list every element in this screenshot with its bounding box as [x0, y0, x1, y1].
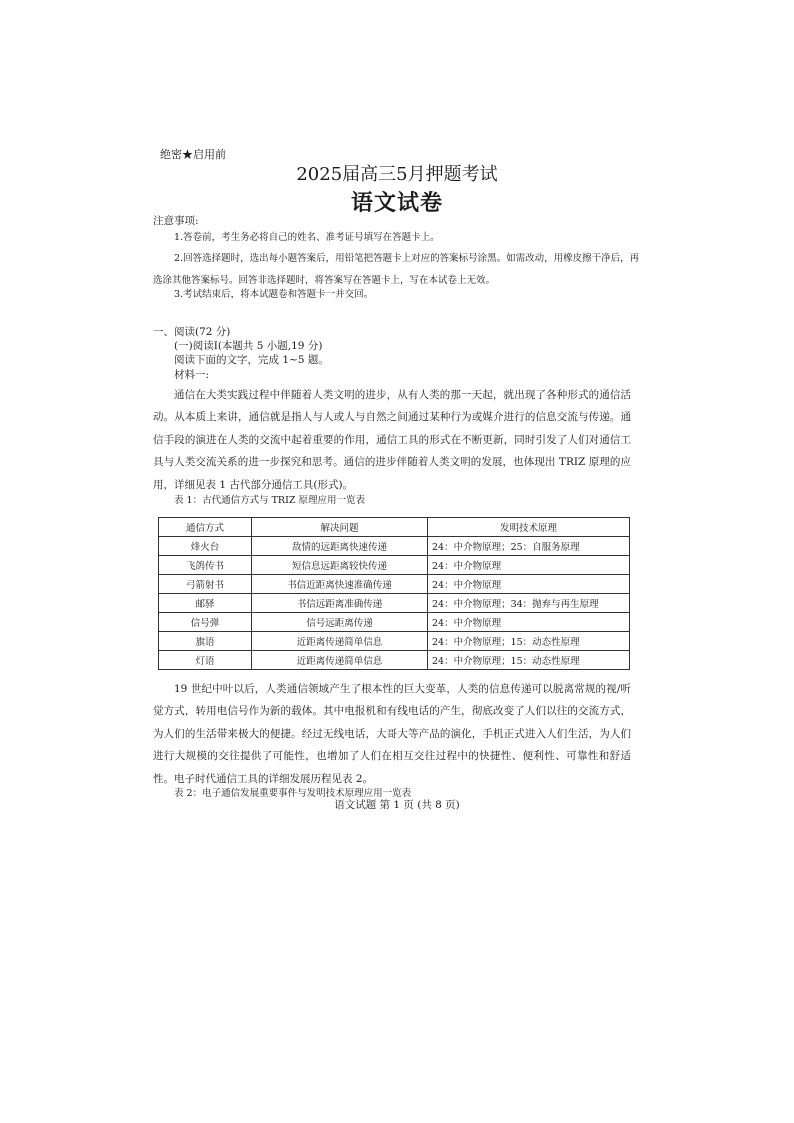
- table-row: [159, 575, 630, 594]
- notes-heading: 注意事项:: [153, 215, 199, 227]
- table-row: [159, 594, 630, 613]
- table-cell: 24：中介物原理；15：动态性原理: [428, 632, 630, 651]
- exam-title: 2025届高三5月押题考试: [296, 164, 498, 185]
- table-cell: 灯语: [159, 651, 252, 670]
- table1-caption: 表 1：古代通信方式与 TRIZ 原理应用一览表: [174, 495, 365, 506]
- table-cell: 信号远距离传递: [252, 613, 428, 632]
- note-item: 选涂其他答案标号。回答非选择题时，将答案写在答题卡上，写在本试卷上无效。: [153, 275, 496, 286]
- paragraph-1: 通信在大类实践过程中伴随着人类文明的进步，从有人类的那一天起，就出现了各种形式的通信活动。从本质上来讲，通信就是指人与人或人与自然之间通过某种行为或媒介进行的信息交流与传递。通信手段的演进在人类的交流中起着重要的作用，通信工具的形式在不断更新，同时引发了人们对通信工具与人类交流关系的进一步探究和思考。通信的进步伴随着人类文明的发展，也体现出 TRIZ 原理的应用，详细见表 1 古代部分通信工具(形式)。: [153, 389, 631, 491]
- note-item: 2.回答选择题时，选出每小题答案后，用铅笔把答题卡上对应的答案标号涂黑。如需改动，用橡皮擦干净后，再: [174, 253, 640, 264]
- table-row: [159, 651, 630, 670]
- table-cell: 近距离传递简单信息: [252, 632, 428, 651]
- table-row: [159, 556, 630, 575]
- table-cell: 近距离传递简单信息: [252, 651, 428, 670]
- table-cell: 24：中介物原理: [428, 556, 630, 575]
- table-cell: 24：中介物原理；25：自服务原理: [428, 537, 630, 556]
- table-cell: 书信近距离快速准确传递: [252, 575, 428, 594]
- table-cell: 短信息远距离较快传递: [252, 556, 428, 575]
- table-cell: 弓箭射书: [159, 575, 252, 594]
- table-cell: 24：中介物原理: [428, 575, 630, 594]
- table-cell: 24：中介物原理: [428, 613, 630, 632]
- table2-caption: 表 2：电子通信发展重要事件与发明技术原理应用一览表: [174, 788, 412, 799]
- table-row: [159, 613, 630, 632]
- confidential-mark: 绝密★启用前: [160, 148, 226, 161]
- table1: [158, 517, 630, 670]
- table-cell: 24：中介物原理；34：抛弃与再生原理: [428, 594, 630, 613]
- table-cell: 书信远距离准确传递: [252, 594, 428, 613]
- section-instruction: 阅读下面的文字，完成 1~5 题。: [174, 354, 329, 366]
- table-cell: 烽火台: [159, 537, 252, 556]
- table-header-cell: 通信方式: [159, 518, 252, 537]
- note-item: 3.考试结束后，将本试题卷和答题卡一并交回。: [174, 289, 374, 300]
- table-cell: 敌情的远距离快速传递: [252, 537, 428, 556]
- material-label: 材料一:: [174, 369, 210, 381]
- table-row: [159, 537, 630, 556]
- table-row: [159, 632, 630, 651]
- section-title: 一、阅读(72 分): [153, 326, 231, 338]
- page-footer: 语文试题 第 1 页 (共 8 页): [334, 799, 460, 811]
- section-subtitle: (一)阅读Ⅰ(本题共 5 小题,19 分): [174, 340, 323, 352]
- table-header-row: [159, 518, 630, 537]
- note-item: 1.答卷前，考生务必将自己的姓名、准考证号填写在答题卡上。: [174, 232, 440, 243]
- subject-title: 语文试卷: [350, 190, 443, 216]
- table-header-cell: 发明技术原理: [428, 518, 630, 537]
- table-cell: 旗语: [159, 632, 252, 651]
- table-cell: 邮驿: [159, 594, 252, 613]
- paragraph-2: 19 世纪中叶以后，人类通信领域产生了根本性的巨大变革，人类的信息传递可以脱离常规的视/听觉方式，转用电信号作为新的载体。其中电报机和有线电话的产生，彻底改变了人们以往的交流方式，为人们的生活带来极大的便捷。经过无线电话，大哥大等产品的演化，手机正式进入人们生活，为人们进行大规模的交往提供了可能性，也增加了人们在相互交往过程中的快捷性、便利性、可靠性和舒适性。电子时代通信工具的详细发展历程见表 2。: [153, 683, 631, 785]
- table-header-cell: 解决问题: [252, 518, 428, 537]
- table-cell: 信号弹: [159, 613, 252, 632]
- table-cell: 飞鸽传书: [159, 556, 252, 575]
- table-cell: 24：中介物原理；15：动态性原理: [428, 651, 630, 670]
